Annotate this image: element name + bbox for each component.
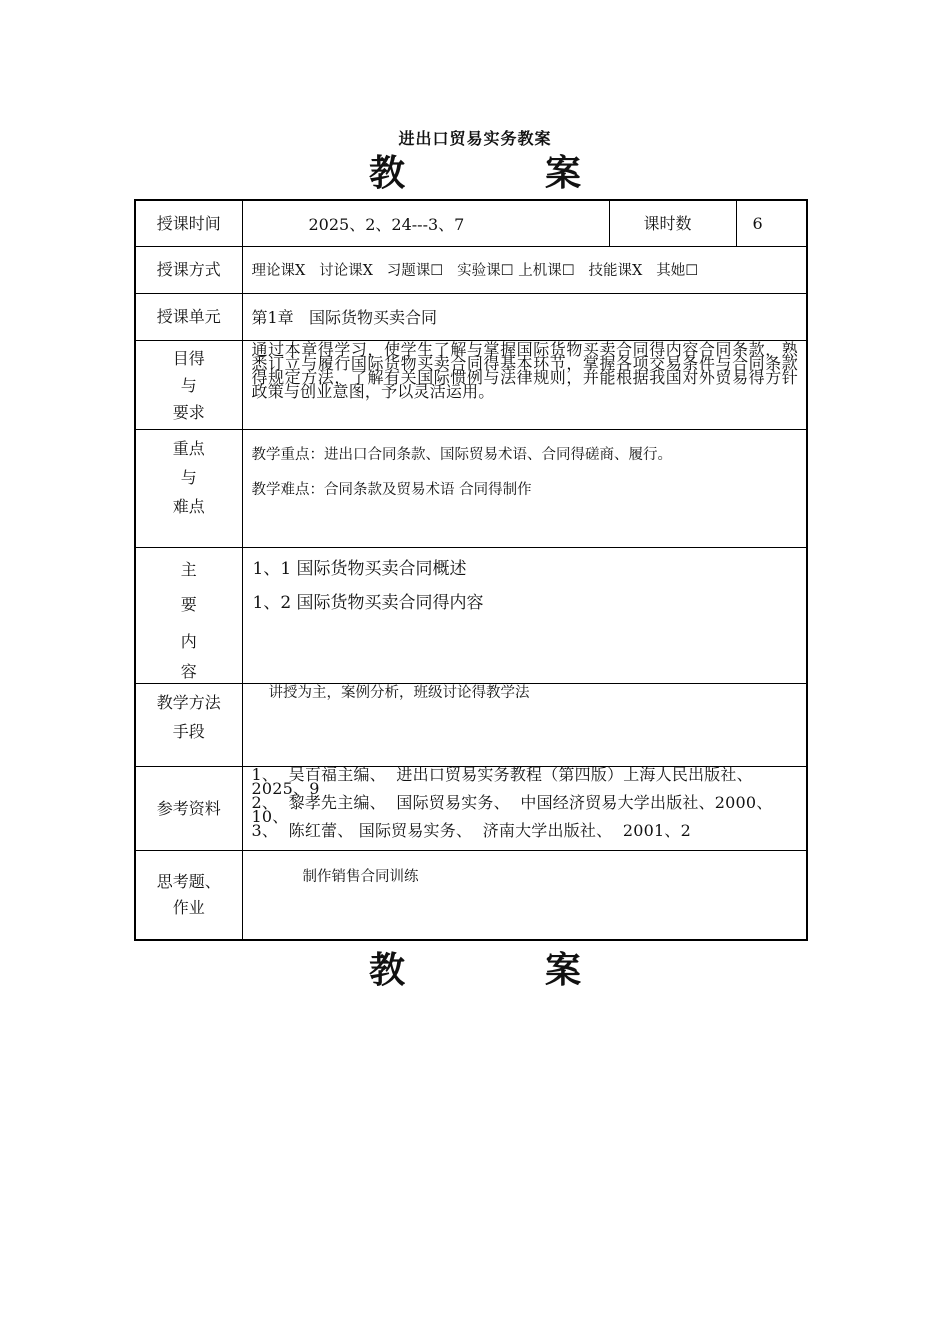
teaching-methods-label-line1: 教学方法 [156,692,221,712]
row-teaching-methods [135,683,807,766]
lesson-plan-title-next-page [0,950,950,990]
content-item-1: 1、1 国际货物买卖合同概述 [252,558,467,579]
key-points-label-line2: 与 [180,467,197,487]
references-list [242,766,807,850]
row-teaching-time [135,200,807,246]
teaching-unit-label: 授课单元 [135,293,242,340]
document-title: 进出口贸易实务教案 [398,129,552,148]
references-label: 参考资料 [135,766,242,850]
teaching-time-value: 2025、2、24---3、7 [242,200,609,246]
row-main-content [135,547,807,683]
key-point-text: 教学重点：进出口合同条款、国际贸易术语、合同得磋商、履行。 [251,446,672,463]
reference-item-2: 2、 黎孝先主编、 国际贸易实务、 中国经济贸易大学出版社、2000、10、 [251,792,773,826]
title-char-right: 案 [545,152,582,194]
title-char-left-next: 教 [368,949,405,991]
main-content-label-line3: 内 [180,631,197,651]
row-goals [135,340,807,429]
reference-item-1: 1、 吴百福主编、 进出口贸易实务教程（第四版）上海人民出版社、2025、9 [251,764,753,798]
main-content-label [135,547,242,683]
lesson-plan-title [0,153,950,193]
homework-value: 制作销售合同训练 [242,850,807,940]
title-char-left: 教 [368,152,405,194]
content-item-2: 1、2 国际货物买卖合同得内容 [252,592,484,613]
teaching-methods-value: 讲授为主，案例分析，班级讨论得教学法 [242,683,807,766]
difficult-point-text: 教学难点：合同条款及贸易术语 合同得制作 [251,481,532,498]
goals-label-line3: 要求 [172,402,205,422]
main-content-items [242,547,807,683]
homework-label [135,850,242,940]
key-points-label-line3: 难点 [172,496,205,516]
title-char-right-next: 案 [545,949,582,991]
main-content-label-line1: 主 [180,559,197,579]
homework-label-line1: 思考题、 [156,871,221,891]
key-points-content [242,429,807,547]
class-hours-label: 课时数 [609,200,736,246]
teaching-methods-label-line2: 手段 [172,721,205,741]
lesson-plan-table [134,199,808,941]
goals-label-line2: 与 [180,375,197,395]
main-content-label-line2: 要 [180,594,197,614]
teaching-mode-label: 授课方式 [135,246,242,293]
row-teaching-unit [135,293,807,340]
row-homework [135,850,807,940]
homework-label-line2: 作业 [172,897,205,917]
row-references [135,766,807,850]
reference-item-3: 3、 陈红蕾、 国际贸易实务、 济南大学出版社、 2001、2 [251,820,691,840]
key-points-label-line1: 重点 [172,438,205,458]
goals-label [135,340,242,429]
class-hours-value: 6 [736,200,807,246]
goals-label-line1: 目得 [172,348,205,368]
teaching-mode-value: 理论课X 讨论课X 习题课☐ 实验课☐ 上机课☐ 技能课X 其她☐ [242,246,807,293]
teaching-time-label: 授课时间 [135,200,242,246]
goals-value: 通过本章得学习，使学生了解与掌握国际货物买卖合同得内容合同条款，熟悉订立与履行国际货物买卖合同得基本环节，掌握各项交易条件与合同条款得规定方法，了解有关国际惯例与法律规则，并能根据我国对外贸易得方针政策与创业意图，予以灵活运用。 [242,340,807,429]
main-content-label-line4: 容 [180,661,197,681]
key-points-label [135,429,242,547]
row-teaching-mode [135,246,807,293]
teaching-methods-label [135,683,242,766]
teaching-unit-value: 第1章 国际货物买卖合同 [242,293,807,340]
row-key-points [135,429,807,547]
